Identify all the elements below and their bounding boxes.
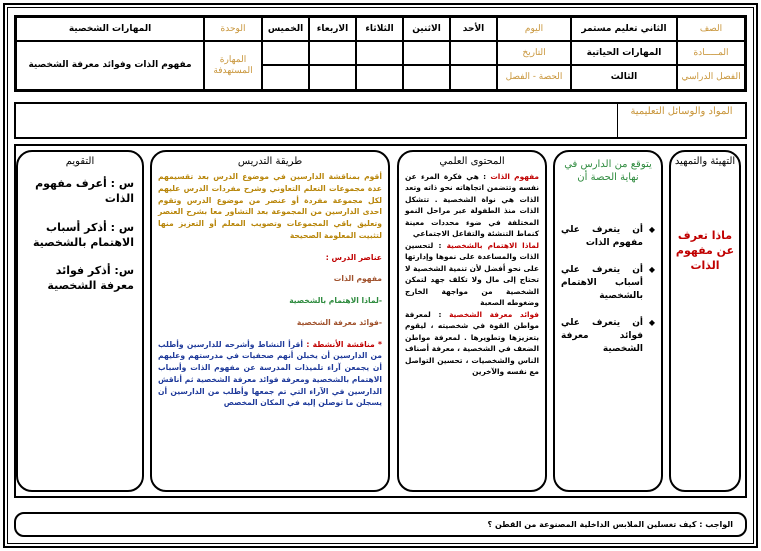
warmup-column <box>669 150 741 492</box>
day-sunday: الأحد <box>450 17 497 41</box>
subject-value: المهارات الحياتية <box>571 41 677 65</box>
skill-value: مفهوم الذات وفوائد معرفة الشخصية <box>16 41 204 90</box>
period-cell <box>262 65 309 90</box>
reasons-heading: لماذا الاهتمام بالشخصية <box>446 240 539 250</box>
term-value: الثالث <box>571 65 677 90</box>
evaluation-question: س : أعرف مفهوم الذات <box>35 177 134 205</box>
day-monday: الاثنين <box>403 17 450 41</box>
day-wednesday: الاربعاء <box>309 17 356 41</box>
objectives-title: يتوقع من الدارس في نهاية الحصة أن <box>564 159 652 183</box>
day-tuesday: الثلاثاء <box>356 17 403 41</box>
warmup-title: التهيئة والتمهيد <box>674 156 736 167</box>
day-thursday: الخميس <box>262 17 309 41</box>
objective-item: ◆ أن يتعرف علي مفهوم الذات <box>561 224 655 250</box>
unit-label: الوحدة <box>204 17 262 41</box>
objectives-list <box>555 224 661 356</box>
method-column <box>150 150 390 492</box>
period-cell <box>309 65 356 90</box>
lesson-element-3: -فوائد معرفة الشخصية <box>296 317 382 327</box>
term-label: الفصل الدراسي <box>677 65 745 90</box>
benefits-text: : لمعرفة مواطن القوة في شخصيته ، ليقوم بتعزيزها وتطويرها . لمعرفة مواطن الضعف في الشخصية ، معرفة أصناف الناس والشخصيات ، تحسين التواصل مع نفسه والآخرين <box>405 309 539 376</box>
day-label: اليوم <box>497 17 571 41</box>
evaluation-question: س : أذكر أسباب الاهتمام بالشخصية <box>33 220 134 249</box>
subject-label: المـــــادة <box>677 41 745 65</box>
date-cell <box>356 41 403 65</box>
evaluation-question: س: أذكر فوائد معرفة الشخصية <box>47 264 134 293</box>
date-cell <box>309 41 356 65</box>
homework-box <box>14 512 747 537</box>
period-cell <box>450 65 497 90</box>
skill-label: المهارة المستهدفة <box>204 41 262 90</box>
period-label: الحصة - الفصل <box>497 65 571 90</box>
activity-paragraph <box>158 339 382 410</box>
date-cell <box>262 41 309 65</box>
lesson-header-table <box>14 15 747 92</box>
activity-text: أقرأ النشاط وأشرحه للدارسين وأطلب من الدارسين أن يخبلن أنهم صحفيات في مدرستهم وعليهم أن يجمعن آراء تلميذات المدرسة عن مفهوم الذات وأسباب الاهتمام بالشخصية ومعرفة فوائد معرفة الشخصية ثم أناقش الدارسين في الآراء التي تم جمعها وأطلب من الدارسين أن يسجلن ما توصلن إليه في المكان المخصص <box>158 339 382 408</box>
method-intro: أقوم بمناقشة الدارسين في موضوع الدرس بعد تقسيمهم عدة مجموعات التعلم التعاوني وشرح مفردات الدرس عليهم لكل مجموعة مفردة أو عنصر من موضوع الدرس وتقوم احدى الدارسين من المجموعة بعد التشاور معا بشرح العنصر وتعليق باقي المجموعات وتصويب المعلم أو التعزيز منها لتثبيت المعلومة الصحيحة <box>158 172 382 240</box>
evaluation-title: التقويم <box>65 156 95 167</box>
date-cell <box>450 41 497 65</box>
lesson-element-1: مفهوم الذات <box>333 274 382 284</box>
warmup-question: ماذا تعرف عن مفهوم الذات <box>675 229 735 272</box>
evaluation-column <box>16 150 144 492</box>
method-body <box>152 167 388 413</box>
objective-item: ◆ أن يتعرف علي فوائد معرفة الشخصية <box>561 317 655 356</box>
content-title: المحتوى العلمي <box>439 156 505 167</box>
method-title: طريقة التدريس <box>237 156 303 167</box>
concept-heading: مفهوم الذات <box>490 172 539 181</box>
lesson-element-2: -لماذا الاهتمام بالشخصية <box>289 296 382 306</box>
lesson-body <box>14 144 747 498</box>
grade-label: الصف <box>677 17 745 41</box>
materials-label: المواد والوسائل التعليمية <box>617 104 745 137</box>
content-column <box>397 150 547 492</box>
date-cell <box>403 41 450 65</box>
benefits-heading: فوائد معرفة الشخصية <box>449 309 539 319</box>
lesson-elements-label: عناصر الدرس : <box>325 252 382 262</box>
objectives-column <box>553 150 663 492</box>
evaluation-list <box>18 167 142 318</box>
materials-row <box>14 102 747 139</box>
concept-text: : هي فكرة المرء عن نفسه وتتضمن اتجاهاته نحو ذاته وتعد الذات هي نواة الشخصية . تتشكل الذات منذ الطفولة عبر مراحل النمو المختلفة في ضوء محددات معينة كنماط التنشئة والتفاعل الاجتماعي <box>405 172 539 239</box>
period-cell <box>403 65 450 90</box>
objective-item: ◆ أن يتعرف علي أسباب الاهتمام بالشخصية <box>561 264 655 303</box>
homework-text: الواجب : كيف تغسلين الملابس الداخلية المصنوعة من القطن ؟ <box>487 520 733 529</box>
date-label: التاريخ <box>497 41 571 65</box>
period-cell <box>356 65 403 90</box>
reasons-text: : لتحسين الذات والمساعدة على نموها وإدارتها على نحو أفضل لأن تنمية الشخصية لا تحتاج إلى مال ولا تكلف جهد لتمكن الشخصية من مواجهة الخارج وضغوطه الصعبة <box>405 240 539 308</box>
activity-heading: * مناقشة الأنشطة : <box>306 339 382 349</box>
content-body <box>399 167 545 381</box>
unit-value: المهارات الشخصية <box>16 17 204 41</box>
grade-value: الثاني تعليم مستمر <box>571 17 677 41</box>
